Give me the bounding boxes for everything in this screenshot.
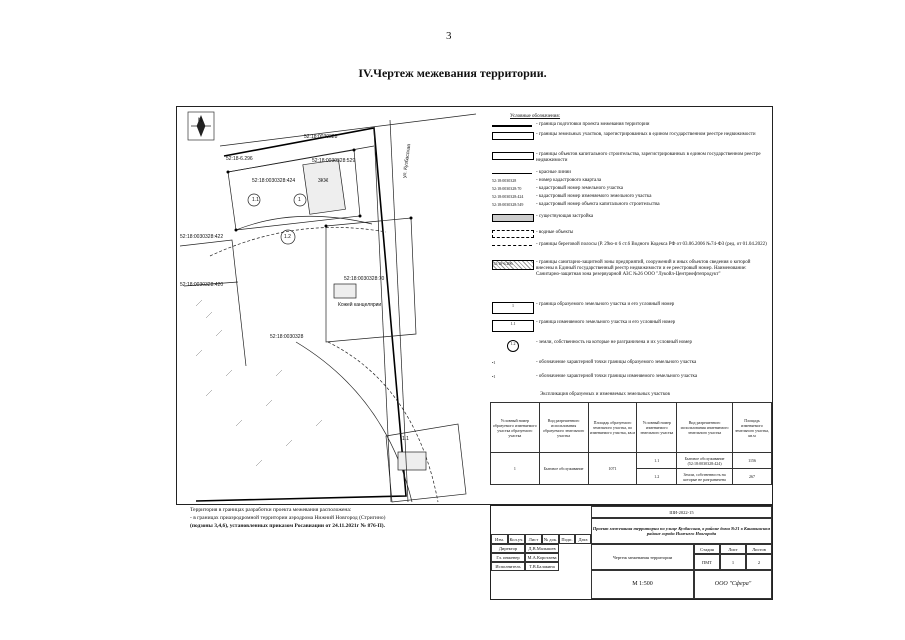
legend-symbol: [492, 214, 534, 222]
cell-sub1-use: Бытовое обслуживание (52:18:0030328:424): [677, 453, 733, 469]
stamp-sheets-v: 2: [746, 554, 772, 570]
cell-use: Бытовое обслуживание: [539, 453, 588, 485]
compass-n: N: [198, 118, 203, 124]
legend-symbol: 1: [492, 302, 534, 314]
th-2: Вид разрешенного использования образуемого земельного участка: [539, 403, 588, 453]
stamp-stage-h: Стадия: [694, 544, 720, 554]
legend-symbol: 52:18:0030328:549: [492, 202, 524, 207]
stamp-name-1: Д.В.Малышев: [525, 544, 559, 553]
map-kv-top: 52:18:0030328: [304, 134, 338, 140]
stamp-sheet-name: Чертеж межевания территории: [591, 544, 694, 570]
legend-symbol: 52:18:0030328: [492, 178, 517, 183]
note-line-3: (подзоны 3,4,6), установленных приказом Росавиации от 24.11.2021г № 876-П).: [190, 523, 386, 529]
legend-text: - водные объекты: [536, 230, 574, 235]
legend-symbol: 52:18:0030328:70: [492, 186, 522, 191]
map-area: [176, 106, 486, 503]
title-block: [490, 505, 773, 600]
legend-text: - земли, собственность на которые не разграничена и их условный номер: [536, 340, 692, 345]
legend-text: - граница образуемого земельного участка и его условный номер: [536, 302, 675, 307]
map-parcel-top: 52:18:0030328:424: [252, 178, 296, 184]
map-sq-label: 1.1: [402, 436, 409, 442]
page-number: 3: [446, 30, 452, 42]
map-circle-1: 1: [298, 197, 301, 203]
map-parcel-left2: 52:18:0030328:420: [180, 282, 224, 288]
stamp-role-1: Директор: [491, 544, 525, 553]
map-circle-11: 1.1: [252, 197, 259, 203]
stamp-hdr-2: Кол.уч.: [508, 534, 525, 544]
stamp-hdr-5: Подп.: [559, 534, 575, 544]
th-3: Площадь образуемого земельного участка, по изменяемого участка, кв.м: [588, 403, 637, 453]
table-title: Экспликация образуемых и изменяемых земельных участков: [540, 392, 670, 397]
stamp-hdr-6: Дата: [575, 534, 591, 544]
legend-text: - обозначение характерной точки границы образуемого земельного участка: [536, 360, 697, 365]
legend-symbol: 1.1: [492, 320, 534, 332]
legend-text: - кадастровый номер объекта капитального строительства: [536, 202, 660, 207]
legend-symbol: •1: [492, 360, 496, 365]
legend-title: Условные обозначения:: [510, 114, 561, 119]
th-6: Площадь изменяемого земельного участка, кв.м: [733, 403, 772, 453]
stamp-name-2: М.А.Коротаева: [525, 553, 559, 562]
th-1: Условный номер образуемого изменяемого участка образуемого участка: [491, 403, 540, 453]
street-label: ул. Кузбасская: [401, 143, 413, 179]
legend-symbol: [492, 132, 534, 140]
legend-text: - номер кадастрового квартала: [536, 178, 602, 183]
map-building-label: 3КЖ: [318, 178, 329, 184]
map-drawing: [176, 106, 486, 503]
th-4: Условный номер изменяемого земельного участка: [637, 403, 677, 453]
stamp-project: Проект межевания территории по улице Кузбасская, в районе дома №21 в Канавинском районе города Нижнего Новгорода: [591, 518, 772, 544]
legend-symbol: [492, 173, 532, 174]
map-circle-12: 1.2: [284, 234, 291, 240]
legend-text: - граница подготовки проекта межевания территории: [536, 122, 650, 127]
legend-symbol: [492, 245, 532, 246]
stamp-role-2: Гл. инженер: [491, 553, 525, 562]
map-parcel-left: 52:18:0030328:422: [180, 234, 224, 240]
map-kv-main: 52:18:0030328: [270, 334, 304, 340]
map-parcel-mid: 52:18:0030328:529: [312, 158, 356, 164]
legend-text: - границы береговой полосы (Р. 29ю-п 6 ст.6 Водного Кодекса РФ от 03.06.2006 №74-ФЗ (ред. от 01.04.2022): [536, 242, 767, 247]
legend-symbol: •1: [492, 374, 496, 379]
stamp-hdr-1: Изм.: [491, 534, 508, 544]
stamp-name-3: Т.В.Балакина: [525, 562, 559, 571]
legend-text: - обозначение характерной точки границы изменяемого земельного участка: [536, 374, 698, 379]
explication-table: [490, 402, 772, 485]
cell-sub2-area: 267: [733, 469, 772, 485]
stamp-org: ООО "Сфера": [694, 570, 772, 599]
legend-text: - существующая застройка: [536, 214, 594, 219]
map-zone-label: 52:18-6.296: [226, 156, 253, 162]
cell-no: 1: [491, 453, 540, 485]
stamp-sheet-v: 1: [720, 554, 746, 570]
cell-area: 1071: [588, 453, 637, 485]
legend-symbol: [492, 125, 532, 127]
page-title: IV.Чертеж межевания территории.: [358, 66, 547, 80]
cell-sub1-area: 1156: [733, 453, 772, 469]
legend-symbol: [492, 230, 534, 238]
legend-symbol: 52:18-6.296: [492, 260, 534, 270]
legend-symbol: [492, 152, 534, 160]
legend-symbol: 1.2: [507, 340, 519, 352]
stamp-sheets-h: Листов: [746, 544, 772, 554]
cell-sub2-use: Земли, собственность на которые не разграничена: [677, 469, 733, 485]
map-kv-block: 52:18:0030328:70: [344, 276, 385, 282]
legend-text: - кадастровый номер изменяемого земельного участка: [536, 194, 652, 199]
stamp-stage-v: ПМТ: [694, 554, 720, 570]
stamp-hdr-4: № док.: [542, 534, 559, 544]
legend-text: - границы объектов капитального строительства, зарегистрированных в едином государственном реестре недвижимости: [536, 152, 761, 163]
map-owner-label: Кожей канцелярии: [338, 302, 382, 308]
note-line-2: - в границах приаэродромной территории аэродрома Нижний Новгород (Стригино): [190, 515, 386, 521]
stamp-hdr-3: Лист: [525, 534, 542, 544]
territory-note: [190, 506, 480, 530]
note-line-1: Территория в границах разработки проекта межевания расположена:: [190, 507, 352, 513]
legend: [492, 114, 772, 389]
legend-text: - красные линии: [536, 170, 571, 175]
legend-text: - кадастровый номер земельного участка: [536, 186, 623, 191]
legend-symbol: 52:18:0030328:424: [492, 194, 524, 199]
cell-sub1-no: 1.1: [637, 453, 677, 469]
stamp-code: ШИ-2022-15: [591, 506, 772, 518]
th-5: Вид разрешенного использования изменяемого земельного участка: [677, 403, 733, 453]
legend-text: - границы земельных участков, зарегистрированных в едином государственном реестре недвижимости: [536, 132, 756, 137]
stamp-sheet-h: Лист: [720, 544, 746, 554]
legend-text: - граница изменяемого земельного участка и его условный номер: [536, 320, 676, 325]
legend-text: - границы санитарно-защитной зоны предприятий, сооружений и иных объектов сведения о которой внесены в Единый государственный реестр недвижимости и ее реестровый номер. Наименование: Санитарно-защитная зона резервуарной АЗС №26 ООО "Лукойл-Центрнефтепродукт": [536, 260, 751, 277]
stamp-role-3: Исполнитель: [491, 562, 525, 571]
stamp-scale: М 1:500: [591, 570, 694, 599]
cell-sub2-no: 1.2: [637, 469, 677, 485]
